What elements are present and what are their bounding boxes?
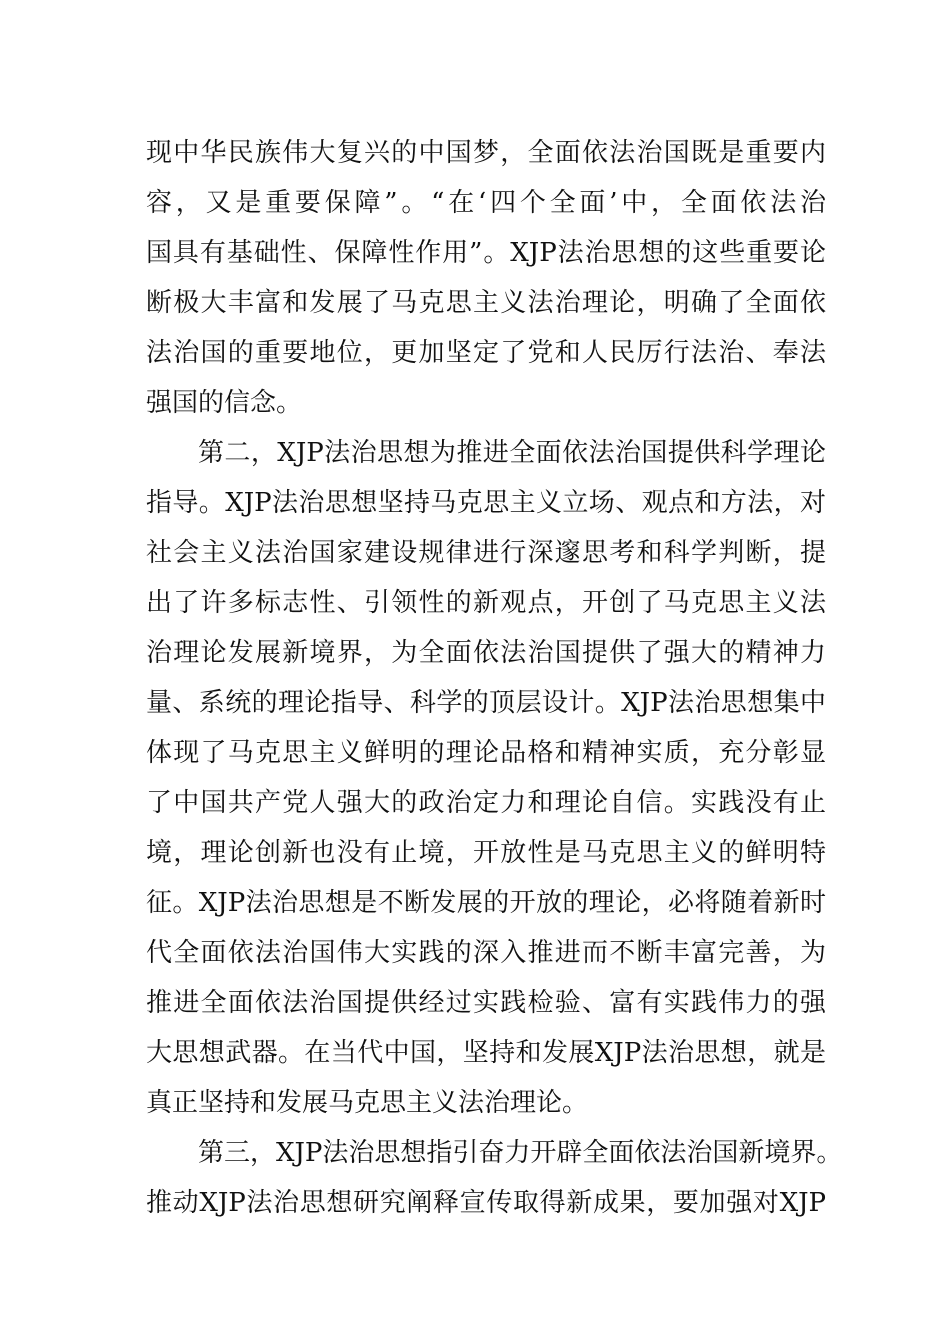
paragraph-start-line: 第二，XJP法治思想为推进全面依法治国提供科学理论	[198, 438, 826, 468]
text-line: 征。XJP法治思想是不断发展的开放的理论，必将随着新时	[146, 888, 826, 918]
paragraph-start-line: 第三，XJP法治思想指引奋力开辟全面依法治国新境界。	[198, 1138, 843, 1168]
text-line: 法治国的重要地位，更加坚定了党和人民厉行法治、奉法	[146, 338, 826, 368]
text-line: 国具有基础性、保障性作用”。XJP法治思想的这些重要论	[146, 238, 826, 268]
text-line: 容，又是重要保障”。“在‘四个全面’中，全面依法治	[146, 188, 826, 218]
text-line: 推进全面依法治国提供经过实践检验、富有实践伟力的强	[146, 988, 826, 1018]
text-line: 量、系统的理论指导、科学的顶层设计。XJP法治思想集中	[146, 688, 826, 718]
text-line: 社会主义法治国家建设规律进行深邃思考和科学判断，提	[146, 538, 826, 568]
text-line: 真正坚持和发展马克思主义法治理论。	[146, 1088, 589, 1118]
text-line: 大思想武器。在当代中国，坚持和发展XJP法治思想，就是	[146, 1038, 826, 1068]
text-line: 代全面依法治国伟大实践的深入推进而不断丰富完善，为	[146, 938, 826, 968]
text-line: 强国的信念。	[146, 388, 303, 418]
text-line: 出了许多标志性、引领性的新观点，开创了马克思主义法	[146, 588, 826, 618]
text-line: 现中华民族伟大复兴的中国梦，全面依法治国既是重要内	[146, 138, 826, 168]
text-line: 治理论发展新境界，为全面依法治国提供了强大的精神力	[146, 638, 826, 668]
text-line: 指导。XJP法治思想坚持马克思主义立场、观点和方法，对	[146, 488, 826, 518]
text-line: 了中国共产党人强大的政治定力和理论自信。实践没有止	[146, 788, 826, 818]
text-line: 体现了马克思主义鲜明的理论品格和精神实质，充分彰显	[146, 738, 826, 768]
text-line: 推动XJP法治思想研究阐释宣传取得新成果，要加强对XJP	[146, 1188, 826, 1218]
text-line: 断极大丰富和发展了马克思主义法治理论，明确了全面依	[146, 288, 826, 318]
body-text	[146, 128, 843, 1228]
text-line: 境，理论创新也没有止境，开放性是马克思主义的鲜明特	[146, 838, 826, 868]
